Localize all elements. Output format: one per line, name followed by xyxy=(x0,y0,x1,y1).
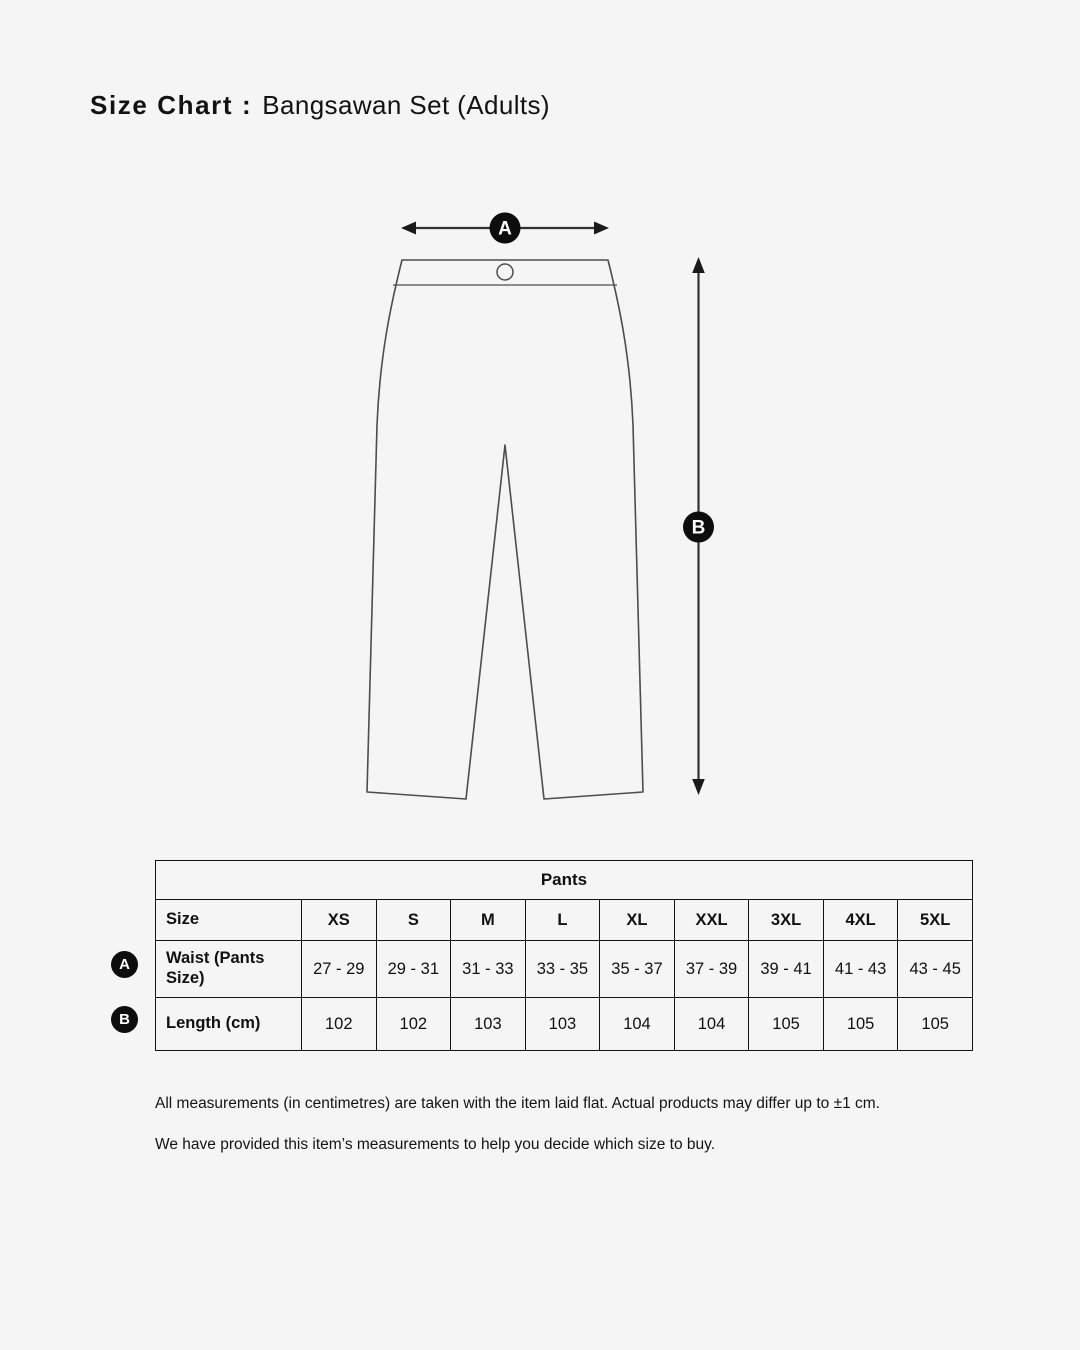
table-group-header-row xyxy=(156,861,973,900)
length-arrowhead-top xyxy=(692,257,705,273)
width-arrowhead-left xyxy=(401,222,416,235)
col-header-xs: XS xyxy=(302,900,377,941)
length-value-cell: 103 xyxy=(451,998,526,1051)
col-header-size: Size xyxy=(156,900,302,941)
footnote-measurements: All measurements (in centimetres) are taken with the item laid flat. Actual products may differ up to ±1 cm. xyxy=(155,1095,880,1112)
waist-value-cell: 41 - 43 xyxy=(823,941,898,998)
col-header-m: M xyxy=(451,900,526,941)
waist-value-cell: 35 - 37 xyxy=(600,941,675,998)
waistband-button xyxy=(497,264,513,280)
page-title-prefix: Size Chart : xyxy=(90,90,253,120)
waist-value-cell: 37 - 39 xyxy=(674,941,749,998)
length-value-cell: 105 xyxy=(749,998,824,1051)
table-row-length xyxy=(156,998,973,1051)
waist-value-cell: 39 - 41 xyxy=(749,941,824,998)
length-value-cell: 104 xyxy=(674,998,749,1051)
row-label-waist: Waist (Pants Size) xyxy=(156,941,302,998)
measurement-b-label: B xyxy=(691,517,706,539)
page-title xyxy=(90,90,550,121)
measurement-b-badge xyxy=(683,512,714,543)
length-arrowhead-bottom xyxy=(692,779,705,795)
table-row-badge-b: B xyxy=(111,1006,138,1033)
length-value-cell: 102 xyxy=(376,998,451,1051)
table-row-badge-a: A xyxy=(111,951,138,978)
waist-value-cell: 31 - 33 xyxy=(451,941,526,998)
pants-diagram xyxy=(330,190,770,830)
page-title-product: Bangsawan Set (Adults) xyxy=(262,90,550,120)
pants-outline-path xyxy=(367,260,643,799)
length-value-cell: 105 xyxy=(823,998,898,1051)
waist-value-cell: 43 - 45 xyxy=(898,941,973,998)
col-header-4xl: 4XL xyxy=(823,900,898,941)
measurement-a-badge xyxy=(490,213,521,244)
group-header-pants: Pants xyxy=(156,861,973,900)
length-value-cell: 104 xyxy=(600,998,675,1051)
footnotes xyxy=(155,1094,1015,1177)
length-value-cell: 103 xyxy=(525,998,600,1051)
col-header-l: L xyxy=(525,900,600,941)
col-header-s: S xyxy=(376,900,451,941)
table-row-waist xyxy=(156,941,973,998)
length-value-cell: 105 xyxy=(898,998,973,1051)
col-header-5xl: 5XL xyxy=(898,900,973,941)
waist-value-cell: 27 - 29 xyxy=(302,941,377,998)
table-size-header-row xyxy=(156,900,973,941)
length-value-cell: 102 xyxy=(302,998,377,1051)
row-label-length: Length (cm) xyxy=(156,998,302,1051)
measurement-a-label: A xyxy=(498,218,512,240)
waist-value-cell: 29 - 31 xyxy=(376,941,451,998)
col-header-3xl: 3XL xyxy=(749,900,824,941)
waist-value-cell: 33 - 35 xyxy=(525,941,600,998)
col-header-xl: XL xyxy=(600,900,675,941)
width-arrowhead-right xyxy=(594,222,609,235)
col-header-xxl: XXL xyxy=(674,900,749,941)
size-table xyxy=(155,860,973,1051)
footnote-purpose: We have provided this item’s measurements to help you decide which size to buy. xyxy=(155,1136,716,1154)
